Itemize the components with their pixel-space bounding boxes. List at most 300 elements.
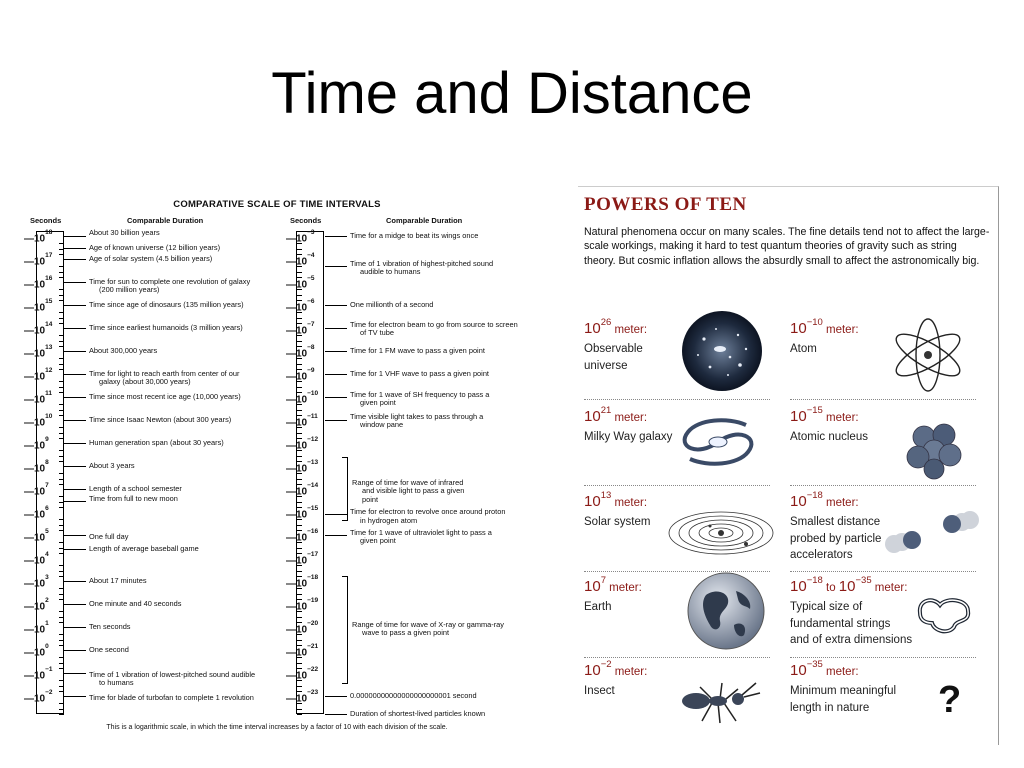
magnitude-base2: 10 (838, 578, 856, 595)
time-interval-description (89, 439, 224, 447)
scale-object-name: Minimum meaningful length in nature (790, 685, 897, 714)
seconds-header-left: Seconds (30, 216, 62, 225)
leader-line (64, 501, 86, 502)
tick-exponent: −14 (307, 482, 319, 489)
range-bracket (342, 576, 348, 684)
scale-magnitude (790, 577, 907, 595)
tick-exponent: −2 (45, 689, 53, 696)
magnitude-unit: meter: (822, 666, 859, 678)
tick-base: —10 (24, 578, 46, 590)
description-line: given point (360, 536, 396, 546)
time-interval-description (350, 321, 518, 338)
tick-base: —10 (286, 509, 308, 521)
scale-magnitude (790, 661, 859, 679)
magnitude-base: 10 (584, 320, 601, 337)
tick-exponent: 3 (45, 574, 49, 581)
ruler-minor-tick (297, 456, 302, 457)
ruler-minor-tick (59, 300, 64, 301)
tick-exponent: 1 (45, 620, 49, 627)
ruler-minor-tick (297, 341, 302, 342)
tick-base: —10 (24, 647, 46, 659)
time-interval-description (352, 621, 504, 638)
scale-entry (790, 407, 990, 491)
tick-base: —10 (24, 463, 46, 475)
leader-line (325, 420, 347, 421)
time-interval-description (350, 232, 478, 240)
ruler-minor-tick (59, 553, 64, 554)
ruler-minor-tick (59, 323, 64, 324)
scale-tick-label (24, 298, 52, 312)
scale-magnitude (584, 319, 647, 337)
scale-entry (790, 319, 990, 403)
ruler-minor-tick (59, 645, 64, 646)
scale-tick-label (286, 344, 315, 358)
ruler-minor-tick (59, 254, 64, 255)
description-line: Ten seconds (89, 622, 131, 631)
tick-exponent: −9 (307, 367, 315, 374)
magnitude-base: 10 (584, 662, 601, 679)
tick-base: —10 (24, 279, 46, 291)
ruler-minor-tick (59, 565, 64, 566)
magnitude-exp: −10 (806, 317, 823, 328)
question-mark-icon: ? (938, 679, 962, 721)
tick-exponent: −4 (307, 252, 315, 259)
magnitude-exp: 26 (600, 317, 612, 328)
ruler-minor-tick (59, 404, 64, 405)
description-line: Time for 1 wave of SH frequency to pass a (350, 390, 490, 399)
tick-base: —10 (24, 325, 46, 337)
row-divider (584, 571, 770, 572)
scale-tick-label (24, 229, 52, 243)
description-line: Time since most recent ice age (10,000 years) (89, 392, 241, 401)
scale-object-name: Earth (584, 601, 612, 613)
ruler-minor-tick (59, 484, 64, 485)
tick-exponent: 17 (45, 252, 53, 259)
tick-base: —10 (24, 624, 46, 636)
description-line: to humans (99, 678, 134, 688)
leader-line (64, 627, 86, 628)
description-line: About 300,000 years (89, 346, 158, 355)
scale-tick-label (286, 666, 318, 680)
description-line: Time for electron to revolve once around proton (350, 507, 506, 517)
tick-base: —10 (24, 601, 46, 613)
ruler-minor-tick (59, 617, 64, 618)
tick-base: —10 (286, 348, 308, 360)
tick-base: —10 (286, 532, 308, 544)
ruler-minor-tick (297, 663, 302, 664)
scale-object-name: Smallest distance probed by particle accelerators (790, 516, 882, 561)
magnitude-base: 10 (790, 320, 807, 337)
tick-exponent: 11 (45, 390, 52, 397)
description-line: wave to pass a given point (362, 628, 450, 638)
leader-line (64, 351, 86, 352)
scale-tick-label (24, 252, 52, 266)
magnitude-exp: 7 (600, 575, 606, 586)
ruler-minor-tick (59, 473, 64, 474)
time-interval-description (350, 370, 489, 378)
scale-object-name: Insect (584, 685, 615, 697)
scale-tick-label (286, 229, 315, 243)
time-interval-description (350, 413, 483, 430)
tick-exponent: 7 (45, 482, 49, 489)
time-interval-description (89, 393, 241, 401)
description-line: of TV tube (360, 328, 394, 338)
scale-tick-label (286, 298, 315, 312)
scale-tick-label (24, 321, 52, 335)
tick-base: —10 (24, 256, 46, 268)
tick-base: —10 (286, 601, 308, 613)
ruler-minor-tick (297, 387, 302, 388)
description-line: window pane (360, 420, 404, 430)
leader-line (325, 374, 347, 375)
time-interval-description (89, 244, 220, 252)
ruler-minor-tick (59, 519, 64, 520)
ruler-minor-tick (59, 507, 64, 508)
scale-magnitude (584, 661, 647, 679)
ruler-minor-tick (297, 709, 302, 710)
tick-base: —10 (286, 417, 308, 429)
ruler-minor-tick (59, 295, 64, 296)
magnitude-unit: meter: (871, 582, 908, 594)
magnitude-base: 10 (790, 662, 807, 679)
leader-line (64, 305, 86, 306)
description-line: audible to humans (360, 267, 421, 277)
description-line: point (362, 494, 379, 504)
scale-tick-label (286, 620, 318, 634)
ruler-minor-tick (59, 634, 64, 635)
scale-object-name: Solar system (584, 516, 651, 528)
tick-base: —10 (24, 417, 46, 429)
ruler-minor-tick (297, 249, 302, 250)
description-line: Human generation span (about 30 years) (89, 438, 224, 447)
ruler-minor-tick (59, 272, 64, 273)
tick-exponent: 12 (45, 367, 53, 374)
ruler-minor-tick (59, 392, 64, 393)
tick-exponent: 2 (45, 597, 49, 604)
scale-tick-label (286, 643, 318, 657)
ruler-minor-tick (59, 415, 64, 416)
scale-tick-label (24, 643, 49, 657)
ruler-minor-tick (297, 364, 302, 365)
tick-exponent: −3 (307, 229, 315, 236)
tick-base: —10 (24, 532, 46, 544)
description-line: Range of time for wave of infrared (352, 478, 464, 487)
seconds-header-right: Seconds (290, 216, 322, 225)
ruler-minor-tick (59, 479, 64, 480)
time-interval-description (350, 260, 493, 277)
description-line: Time for blade of turbofan to complete 1 revolution (89, 693, 254, 702)
tick-base: —10 (286, 279, 308, 291)
scale-entry (584, 661, 784, 745)
tick-exponent: −18 (307, 574, 319, 581)
spiral-galaxy-icon (668, 407, 768, 482)
description-line: About 3 years (89, 461, 135, 470)
ruler-minor-tick (59, 691, 64, 692)
leader-line (64, 549, 86, 550)
description-line: About 30 billion years (89, 228, 160, 237)
tick-exponent: −7 (307, 321, 315, 328)
tick-exponent: 9 (45, 436, 49, 443)
scale-magnitude (790, 319, 859, 337)
scale-object-name: Atomic nucleus (790, 431, 868, 443)
scale-tick-label (24, 482, 49, 496)
time-interval-description (89, 600, 181, 608)
magnitude-unit: meter: (611, 324, 648, 336)
tick-exponent: −22 (307, 666, 319, 673)
ruler-minor-tick (297, 686, 302, 687)
ruler-minor-tick (297, 571, 302, 572)
leader-line (64, 604, 86, 605)
description-line: One millionth of a second (350, 300, 434, 309)
tick-exponent: −6 (307, 298, 315, 305)
tick-base: —10 (24, 440, 46, 452)
duration-header-right: Comparable Duration (386, 216, 463, 225)
magnitude-exp: −35 (806, 659, 823, 670)
magnitude-exp: 21 (600, 405, 612, 416)
time-interval-description (89, 694, 254, 702)
row-divider (790, 571, 976, 572)
tick-base: —10 (286, 693, 308, 705)
leader-line (64, 696, 86, 697)
magnitude-base: 10 (584, 408, 601, 425)
ruler-minor-tick (59, 335, 64, 336)
scale-magnitude (584, 577, 642, 595)
ruler-minor-tick (59, 433, 64, 434)
scale-tick-label (286, 551, 318, 565)
description-line: Time for 1 VHF wave to pass a given point (350, 369, 489, 378)
ruler-minor-tick (59, 668, 64, 669)
leader-line (325, 236, 347, 237)
description-line: Time for 1 FM wave to pass a given point (350, 346, 485, 355)
magnitude-base: 10 (584, 578, 601, 595)
magnitude-mid: to (822, 582, 839, 594)
magnitude-unit: meter: (611, 497, 648, 509)
scale-tick-label (24, 551, 49, 565)
description-line: Time since age of dinosaurs (135 million years) (89, 300, 244, 309)
scale-magnitude (584, 492, 647, 510)
scale-tick-label (286, 436, 318, 450)
magnitude-unit: meter: (822, 412, 859, 424)
scale-object-name: Milky Way galaxy (584, 431, 673, 443)
ruler-minor-tick (297, 525, 302, 526)
ruler-minor-tick (59, 680, 64, 681)
description-line: Age of solar system (4.5 billion years) (89, 254, 213, 263)
magnitude-unit: meter: (822, 324, 859, 336)
scale-object-name: Atom (790, 343, 817, 355)
tick-base: —10 (24, 509, 46, 521)
time-interval-description (89, 255, 212, 263)
ruler-minor-tick (297, 295, 302, 296)
description-line: (200 million years) (99, 285, 160, 295)
description-line: Time for electron beam to go from source to screen (350, 320, 518, 329)
row-divider (790, 399, 976, 400)
leader-line (325, 696, 347, 697)
scale-tick-label (286, 252, 315, 266)
description-line: Time since earliest humanoids (3 million years) (89, 323, 243, 332)
scale-tick-label (24, 528, 49, 542)
description-line: Time of 1 vibration of highest-pitched sound (350, 258, 494, 268)
time-interval-description (352, 479, 464, 504)
description-line: Length of a school semester (89, 484, 182, 493)
ruler-minor-tick (59, 461, 64, 462)
ruler-minor-tick (297, 548, 302, 549)
scale-magnitude (584, 407, 647, 425)
scale-magnitude (790, 492, 859, 510)
tick-base: —10 (286, 463, 308, 475)
powers-of-ten-panel (578, 186, 999, 745)
tick-exponent: 10 (45, 413, 53, 420)
description-line: Time visible light takes to pass through a (350, 412, 484, 421)
time-interval-description (89, 533, 128, 541)
tick-exponent: 18 (45, 229, 53, 236)
time-interval-description (350, 710, 485, 718)
tick-base: —10 (24, 555, 46, 567)
ruler-minor-tick (59, 530, 64, 531)
scale-tick-label (286, 505, 318, 519)
tick-base: —10 (286, 233, 308, 245)
time-interval-description (350, 692, 477, 700)
tick-exponent: −20 (307, 620, 319, 627)
ant-icon (672, 671, 772, 736)
description-line: Time for light to reach earth from center of our (89, 369, 240, 378)
ruler-minor-tick (297, 714, 302, 715)
time-interval-description (89, 671, 255, 688)
leader-line (64, 397, 86, 398)
solar-system-icon (666, 498, 776, 573)
description-line: Duration of shortest-lived particles known (350, 709, 486, 719)
scale-tick-label (24, 689, 53, 703)
tick-exponent: 8 (45, 459, 49, 466)
galaxy-cluster-icon (680, 309, 764, 398)
ruler-minor-tick (59, 525, 64, 526)
scale-entry (790, 492, 990, 576)
ruler-minor-tick (297, 318, 302, 319)
tick-base: —10 (286, 624, 308, 636)
ruler-minor-tick (59, 571, 64, 572)
time-scale-footnote: This is a logarithmic scale, in which the time interval increases by a factor of 10 with each division of the scale. (106, 724, 448, 731)
magnitude-unit: meter: (611, 412, 648, 424)
ruler-minor-tick (59, 364, 64, 365)
magnitude-base: 10 (790, 578, 807, 595)
scale-entry (790, 661, 990, 745)
time-interval-description (89, 370, 239, 387)
scale-tick-label (286, 367, 315, 381)
ruler-minor-tick (59, 346, 64, 347)
time-interval-description (89, 623, 131, 631)
description-line: Age of known universe (12 billion years) (89, 242, 221, 252)
magnitude-base: 10 (790, 493, 807, 510)
range-bracket (342, 457, 348, 521)
ruler-minor-tick (59, 450, 64, 451)
description-line: in hydrogen atom (360, 515, 418, 525)
tick-exponent: −16 (307, 528, 319, 535)
tick-exponent: 14 (45, 321, 53, 328)
ruler-minor-tick (59, 341, 64, 342)
ruler-minor-tick (297, 479, 302, 480)
scale-tick-label (286, 482, 318, 496)
time-interval-description (350, 391, 489, 408)
tick-exponent: 15 (45, 298, 53, 305)
ruler-minor-tick (59, 594, 64, 595)
tick-exponent: 5 (45, 528, 49, 535)
tick-exponent: −5 (307, 275, 315, 282)
time-interval-description (89, 545, 199, 553)
ruler-minor-tick (59, 714, 64, 715)
magnitude-unit: meter: (605, 582, 642, 594)
tick-exponent: −15 (307, 505, 319, 512)
time-interval-description (350, 347, 485, 355)
tick-base: —10 (24, 371, 46, 383)
magnitude-exp: −2 (600, 659, 612, 670)
description-line: galaxy (about 30,000 years) (99, 377, 191, 387)
tick-exponent: 16 (45, 275, 53, 282)
ruler-minor-tick (59, 686, 64, 687)
magnitude-exp: −15 (806, 405, 823, 416)
magnitude-exp: −18 (806, 575, 823, 586)
tick-base: —10 (286, 647, 308, 659)
leader-line (64, 248, 86, 249)
ruler-minor-tick (59, 387, 64, 388)
description-line: given point (360, 398, 396, 408)
leader-line (64, 420, 86, 421)
scale-tick-label (24, 505, 49, 519)
ruler-minor-tick (59, 657, 64, 658)
tick-base: —10 (286, 256, 308, 268)
ruler-minor-tick (59, 249, 64, 250)
tick-exponent: −10 (307, 390, 319, 397)
leader-line (64, 328, 86, 329)
ruler-minor-tick (59, 663, 64, 664)
time-interval-description (89, 646, 129, 654)
ruler-minor-tick (59, 277, 64, 278)
description-line: Length of average baseball game (89, 543, 199, 553)
row-divider (790, 657, 976, 658)
ruler-minor-tick (59, 622, 64, 623)
scale-tick-label (24, 666, 53, 680)
scale-tick-label (286, 275, 315, 289)
magnitude-exp2: −35 (855, 575, 872, 586)
time-interval-description (89, 229, 160, 237)
leader-line (64, 374, 86, 375)
leader-line (64, 581, 86, 582)
ruler-minor-tick (297, 617, 302, 618)
tick-exponent: 0 (45, 643, 49, 650)
ruler-minor-tick (59, 588, 64, 589)
scale-tick-label (24, 436, 49, 450)
tick-base: —10 (24, 486, 46, 498)
ruler-minor-tick (59, 502, 64, 503)
description-line: Time for a midge to beat its wings once (350, 231, 479, 240)
description-line: Time since Isaac Newton (about 300 years) (89, 415, 232, 424)
time-interval-description (350, 529, 492, 546)
leader-line (325, 397, 347, 398)
string-loop-icon (910, 589, 980, 644)
nucleus-icon (896, 407, 976, 492)
scale-tick-label (24, 620, 49, 634)
time-interval-description (89, 324, 243, 332)
row-divider (584, 399, 770, 400)
time-interval-description (89, 347, 157, 355)
tick-base: —10 (286, 440, 308, 452)
leader-line (325, 305, 347, 306)
ruler-minor-tick (59, 576, 64, 577)
time-interval-description (89, 577, 147, 585)
description-line: One full day (89, 532, 129, 541)
tick-exponent: −19 (307, 597, 319, 604)
time-interval-description (350, 301, 433, 309)
magnitude-base: 10 (584, 493, 601, 510)
ruler-minor-tick (59, 438, 64, 439)
